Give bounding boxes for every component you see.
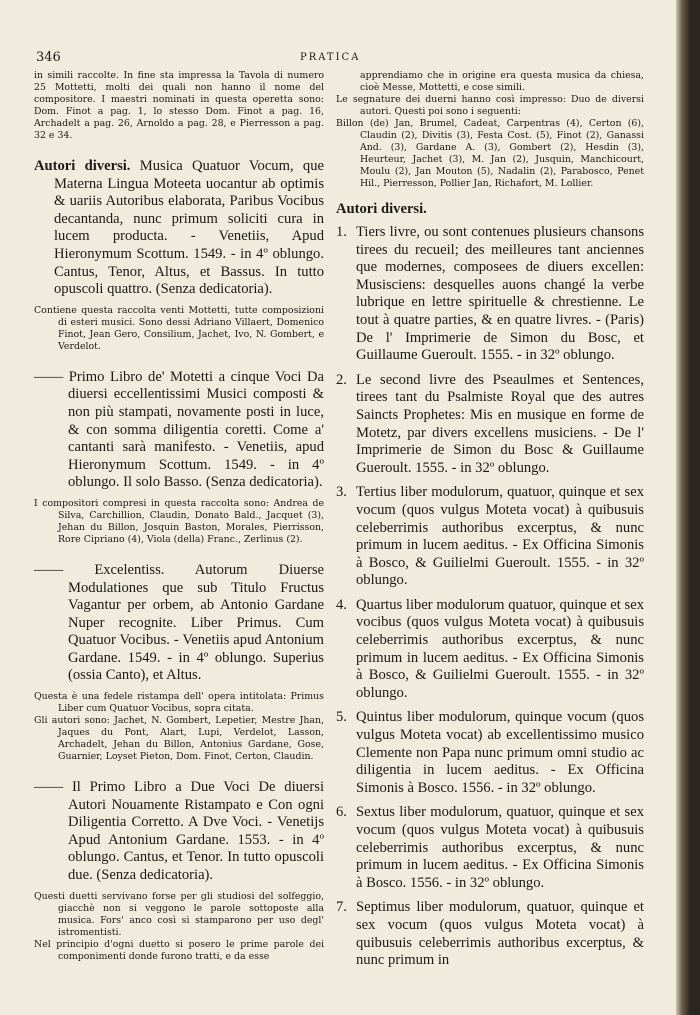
list-item: 3. Tertius liber modulorum, quatuor, quinque et sex vocum (quos vulgus Moteta vocat) à quibusuis celeberrimis authoribus excerptus, & nunc primum in lucem aeditus. - Ex Officina Simonis à Bosco, & Guilielmi Gueroult. 1555. - in 32º oblungo. <box>336 484 644 589</box>
page-header <box>0 50 676 70</box>
note-duetti: Questi duetti servivano forse per gli studiosi del solfeggio, giacchè non si veggono le parole sottoposte alla musica. Fors' anco così si stamparono per uso degl' istromentisti. <box>34 890 324 938</box>
entry-autori-diversi-1549 <box>34 158 324 299</box>
list-item: 4. Quartus liber modulorum quatuor, quinque et sex vocibus (quos vulgus Moteta vocat) à quibusuis celeberrimis authoribus excerptus, & nunc primum in lucem aeditus. - Ex Officina Simonis à Bosco, & Guilielmi Gueroult. 1555. - in 32º oblungo. <box>336 596 644 701</box>
list-item: 7. Septimus liber modulorum, quatuor, quinque et sex vocum (quos vulgus Moteta vocat) à quibusuis celeberrimis authoribus excerptus, & nunc primum in <box>336 899 644 969</box>
running-head: PRATICA <box>300 52 361 63</box>
right-column <box>336 70 644 977</box>
intro-note: in simili raccolte. In fine sta impressa la Tavola di numero 25 Mottetti, molti dei quali non hanno il nome del compositore. I maestri nominati in questa operetta sono: Dom. Finot a pag. 1, lo stesso Dom. Finot a pag. 16, Archadelt a pag. 26, Arnoldo a pag. 28, e Pierresson a pag. 32 e 34. <box>34 70 324 141</box>
entry-primo-libro-motetti: —— Primo Libro de' Motetti a cinque Voci Da diuersi eccellentissimi Musici composti & non più stampati, novamente posti in luce, & con somma diligentia coretti. Come a' cantanti sarà manifesto. - Venetiis, apud Hieronymum Scottum. 1549. - in 4º oblungo. Il solo Basso. (Senza dedicatoria). <box>34 368 324 491</box>
note-segnature: Le segnature dei duerni hanno così impresso: Duo de diversi autori. Questi poi sono i seguenti: <box>336 94 644 117</box>
list-item: 6. Sextus liber modulorum, quatuor, quinque et sex vocum (quos vulgus Moteta vocat) à quibusuis celeberrimis authoribus excerptus, & nunc primum in lucem aeditus. - Ex Officina Simonis à Bosco. 1556. - in 32º oblungo. <box>336 804 644 891</box>
entry-primo-libro-due-voci: —— Il Primo Libro a Due Voci De diuersi Autori Nouamente Ristampato e Con ogni Diligentia Corretto. A Dve Voci. - Venetijs Apud Antonium Gardane. 1553. - in 4º oblungo. Cantus, et Tenor. In tutto opuscoli due. (Senza dedicatoria). <box>34 779 324 884</box>
entry-lead: Autori diversi. <box>34 158 131 174</box>
note-apprendiamo: apprendiamo che in origine era questa musica da chiesa, cioè Messe, Mottetti, e cose simili. <box>360 70 644 93</box>
entry-text: Musica Quatuor Vocum, que Materna Lingua Moteeta uocantur ab optimis & uariis Autoribus elaborata, Paribus Vocibus decantanda, nunc primum soliciti cura in lucem producta. - Venetiis, Apud Hieronymum Scottum. 1549. - in 4º oblungo. Cantus, Tenor, Altus, et Bassus. In tutto opuscoli quattro. (Senza dedicatoria). <box>54 158 324 298</box>
list-item: 5. Quintus liber modulorum, quinque vocum (quos vulgus Moteta vocat) ab excellentissimo musico Clemente non Papa nunc primum omni studio ac diligentia in lucem aeditus. - Ex Officina Simonis à Bosco. 1556. - in 32º oblungo. <box>336 709 644 796</box>
entry-excelentiss: —— Excelentiss. Autorum Diuerse Modulationes que sub Titulo Fructus Vagantur per orbem, ab Antonio Gardane Nuper recognite. Liber Primus. Cum Quatuor Vocibus. - Venetiis apud Antonium Gardane. 1549. - in 4º oblungo. Superius (ossia Canto), et Altus. <box>34 561 324 684</box>
list-item: 2. Le second livre des Pseaulmes et Sentences, tirees tant du Psalmiste Royal que des autres Saincts Prophetes: Mis en musique en forme de Motetz, par divers excellens musiciens. - De l' Imprimerie de Simon du Bosc & Guillaume Gueroult. 1555. - in 32º oblungo. <box>336 371 644 476</box>
note-contiene: Contiene questa raccolta venti Mottetti, tutte composizioni di esteri musici. Sono dessi Adriano Villaert, Domenico Finot, Jean Gero, Consilium, Jachet, Ivo, N. Gombert, e Verdelot. <box>34 304 324 352</box>
numbered-entries <box>336 224 644 970</box>
left-column <box>34 70 324 963</box>
list-item: 1. Tiers livre, ou sont contenues plusieurs chansons tirees du recueil; des meilleures tant anciennes que modernes, composees de diuers excellen: Musisciens: desquelles auons changé la verbe lubrique en lettre spirituelle & chrestienne. Le tout à quatre parties, & en quatre livres. - (Paris) De l' Imprimerie de Simon du Bosc, et Guillaume Gueroult. 1555. - in 32º oblungo. <box>336 224 644 364</box>
book-spine-shadow <box>676 0 700 1015</box>
note-principio: Nel principio d'ogni duetto si posero le prime parole dei componimenti donde furono tratti, e da esse <box>34 938 324 962</box>
note-autori: Gli autori sono: Jachet, N. Gombert, Lepetier, Mestre Jhan, Jaques du Pont, Alart, Lupi, Verdelot, Lasson, Archadelt, Jehan du Billon, Antonius Gardane, Gose, Guarnier, Loyset Pieton, Dom. Finot, Certon, Claudin. <box>34 715 324 763</box>
note-ristampa: Questa è una fedele ristampa dell' opera intitolata: Primus Liber cum Quatuor Vocibus, sopra citata. <box>34 691 324 715</box>
note-compositori: I compositori compresi in questa raccolta sono: Andrea de Silva, Carchillion, Claudin, Donato Bald., Jacquet (3), Jehan du Billon, Josquin Baston, Morales, Pierrisson, Rore Cipriano (4), Viola (della) Franc., Zerlinus (2). <box>34 497 324 545</box>
page-number: 346 <box>36 50 61 65</box>
note-author-list: Billon (de) Jan, Brumel, Cadeat, Carpentras (4), Certon (6), Claudin (2), Divitis (3), Festa Cost. (5), Finot (2), Ganassi And. (3), Gardane A. (3), Gombert (2), Hesdin (3), Heurteur, Jachet (3), M. Jan (2), Jusquin, Manchicourt, Moulu (2), Jan Mouton (5), Nadalin (2), Parabosco, Penet Hil., Pierresson, Pollier Jan, Richafort, M. Lollier. <box>336 118 644 189</box>
section-heading: Autori diversi. <box>336 201 427 217</box>
